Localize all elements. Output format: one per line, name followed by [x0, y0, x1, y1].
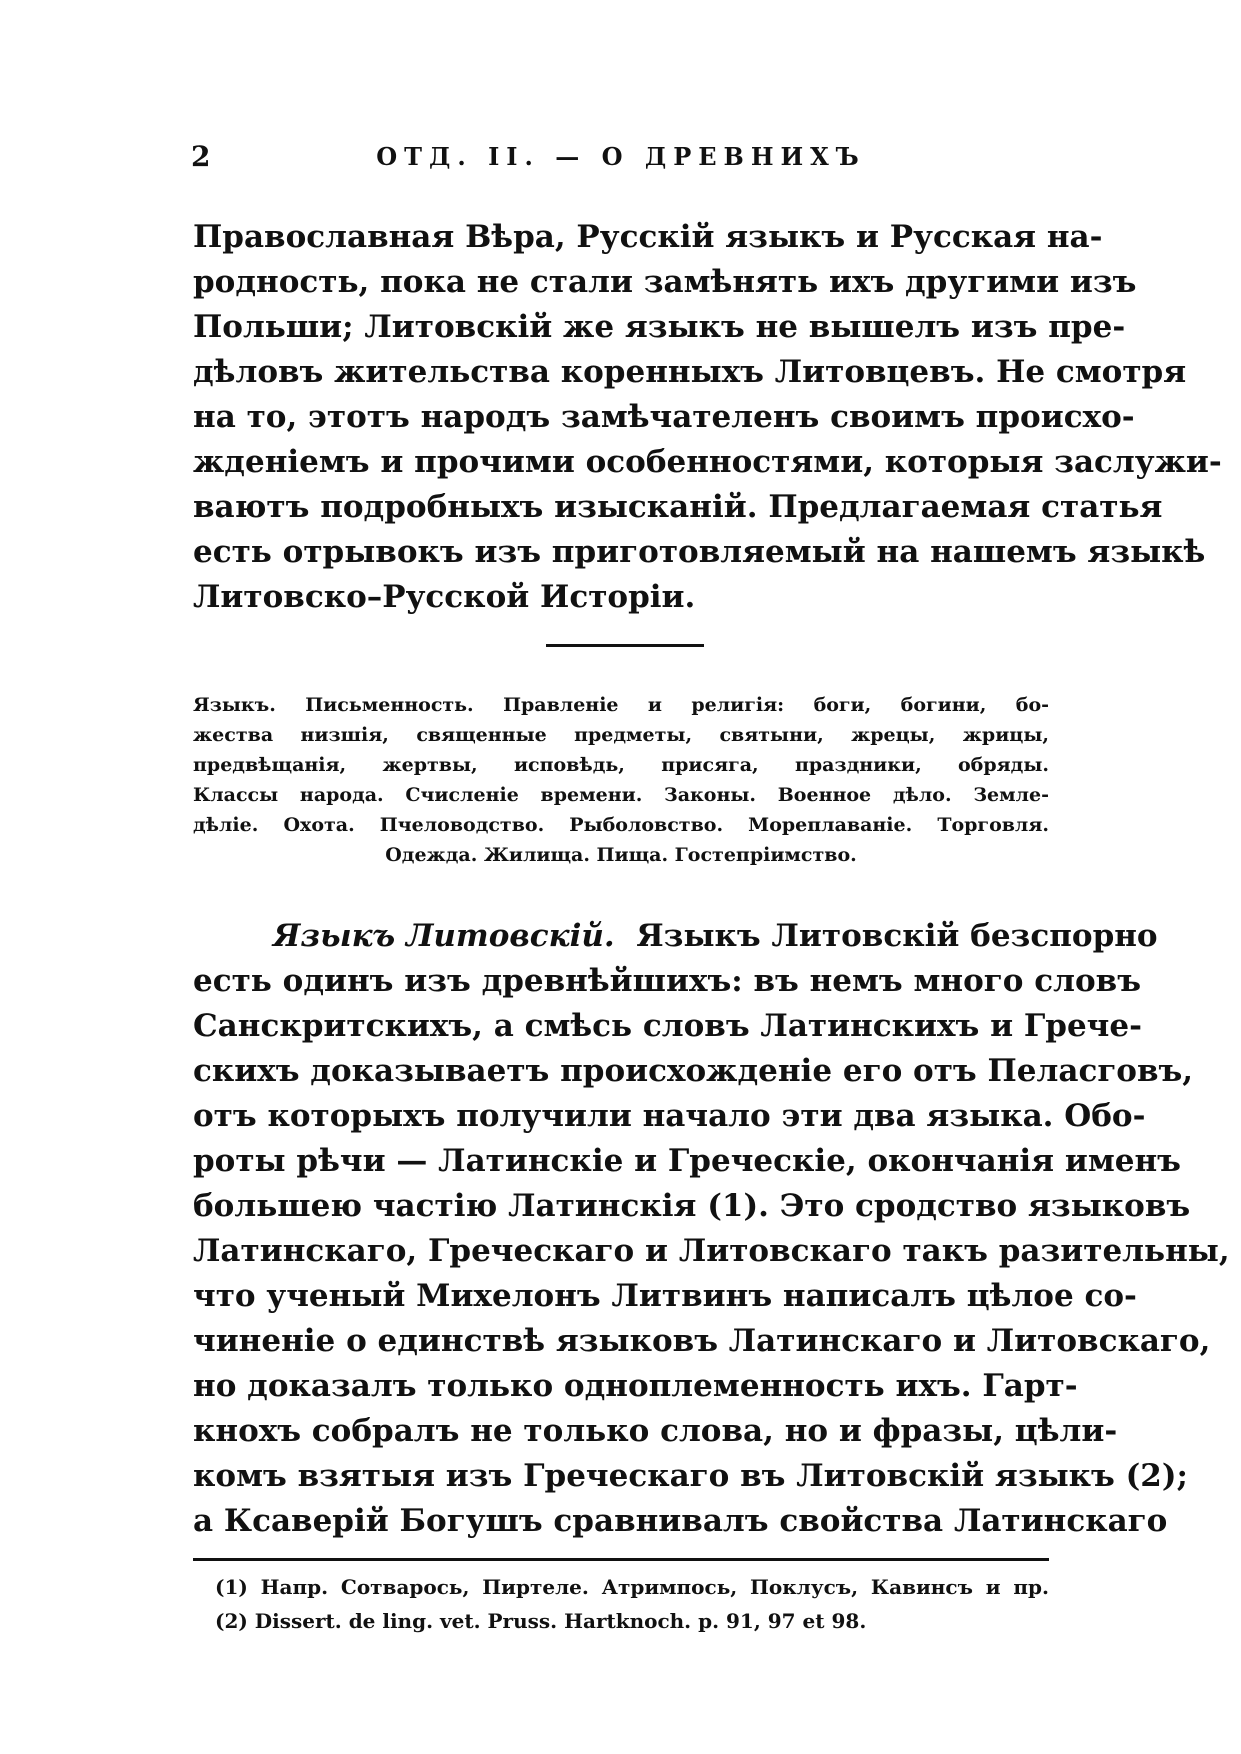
text-line: Православная Вѣра, Русскій языкъ и Русская на- — [193, 219, 1103, 255]
summary-line: предвѣщанія, жертвы, исповѣдь, присяга, праздники, обряды. — [193, 754, 1049, 776]
text-line: ваютъ подробныхъ изысканій. Предлагаемая статья — [193, 489, 1163, 525]
text-line: скихъ доказываетъ происхожденіе его отъ Пеласговъ, — [193, 1053, 1194, 1089]
text-line: на то, этотъ народъ замѣчателенъ своимъ происхо- — [193, 399, 1135, 435]
body-paragraph — [193, 914, 1230, 1544]
summary-line: жества низшія, священные предметы, святыни, жрецы, жрицы, — [193, 724, 1049, 746]
text-line: жденіемъ и прочими особенностями, которыя заслужи- — [193, 444, 1222, 480]
text-line: кнохъ собралъ не только слова, но и фразы, цѣли- — [193, 1413, 1118, 1449]
text-line: чиненіе о единствѣ языковъ Латинскаго и Литовскаго, — [193, 1323, 1211, 1359]
text-line: большею частію Латинскія (1). Это сродство языковъ — [193, 1188, 1191, 1224]
text-line: дѣловъ жительства коренныхъ Литовцевъ. Не смотря — [193, 354, 1187, 390]
text-line: есть одинъ изъ древнѣйшихъ: въ немъ много словъ — [193, 963, 1141, 999]
section-separator — [546, 644, 704, 647]
text-line: Санскритскихъ, а смѣсь словъ Латинскихъ и Грече- — [193, 1008, 1142, 1044]
summary-line: дѣліе. Охота. Пчеловодство. Рыболовство. Мореплаваніе. Торговля. — [193, 814, 1049, 836]
summary-line: Языкъ. Письменность. Правленіе и религія: боги, богини, бо- — [193, 694, 1049, 716]
text-line: отъ которыхъ получили начало эти два языка. Обо- — [193, 1098, 1146, 1134]
section-summary — [193, 690, 1049, 870]
text-line: что ученый Михелонъ Литвинъ написалъ цѣлое со- — [193, 1278, 1137, 1314]
running-head: ОТД. II. — О ДРЕВНИХЪ — [376, 142, 866, 171]
text-line: Польши; Литовскій же языкъ не вышелъ изъ пре- — [193, 309, 1126, 345]
footnote: (2) Dissert. de ling. vet. Pruss. Hartknoch. p. 91, 97 et 98. — [215, 1609, 867, 1633]
text-line: есть отрывокъ изъ приготовляемый на нашемъ языкѣ — [193, 534, 1206, 570]
text-line: а Ксаверій Богушъ сравнивалъ свойства Латинскаго — [193, 1503, 1168, 1539]
text-line: родность, пока не стали замѣнять ихъ другими изъ — [193, 264, 1137, 300]
page-number: 2 — [191, 140, 211, 173]
text-line: Латинскаго, Греческаго и Литовскаго такъ разительны, — [193, 1233, 1230, 1269]
text-line: но доказалъ только одноплеменность ихъ. Гарт- — [193, 1368, 1078, 1404]
footnotes — [215, 1570, 1049, 1638]
heading-line-text: Языкъ Литовскій безспорно — [636, 918, 1158, 954]
text-line: комъ взятыя изъ Греческаго въ Литовскій языкъ (2); — [193, 1458, 1188, 1494]
section-heading: Языкъ Литовскій. — [273, 918, 615, 954]
intro-paragraph — [193, 215, 1222, 620]
summary-line: Классы народа. Счисленіе времени. Законы. Военное дѣло. Земле- — [193, 784, 1049, 806]
text-line — [193, 914, 1158, 959]
page-header — [191, 140, 1051, 180]
summary-line: Одежда. Жилища. Пища. Гостепріимство. — [385, 844, 857, 866]
footnote: (1) Напр. Сотварось, Пиртеле. Атримпось, Поклусъ, Кавинсъ и пр. — [215, 1575, 1049, 1599]
text-line: роты рѣчи — Латинскіе и Греческіе, окончанія именъ — [193, 1143, 1181, 1179]
text-line: Литовско–Русской Исторіи. — [193, 579, 696, 615]
footnote-rule — [193, 1558, 1049, 1561]
